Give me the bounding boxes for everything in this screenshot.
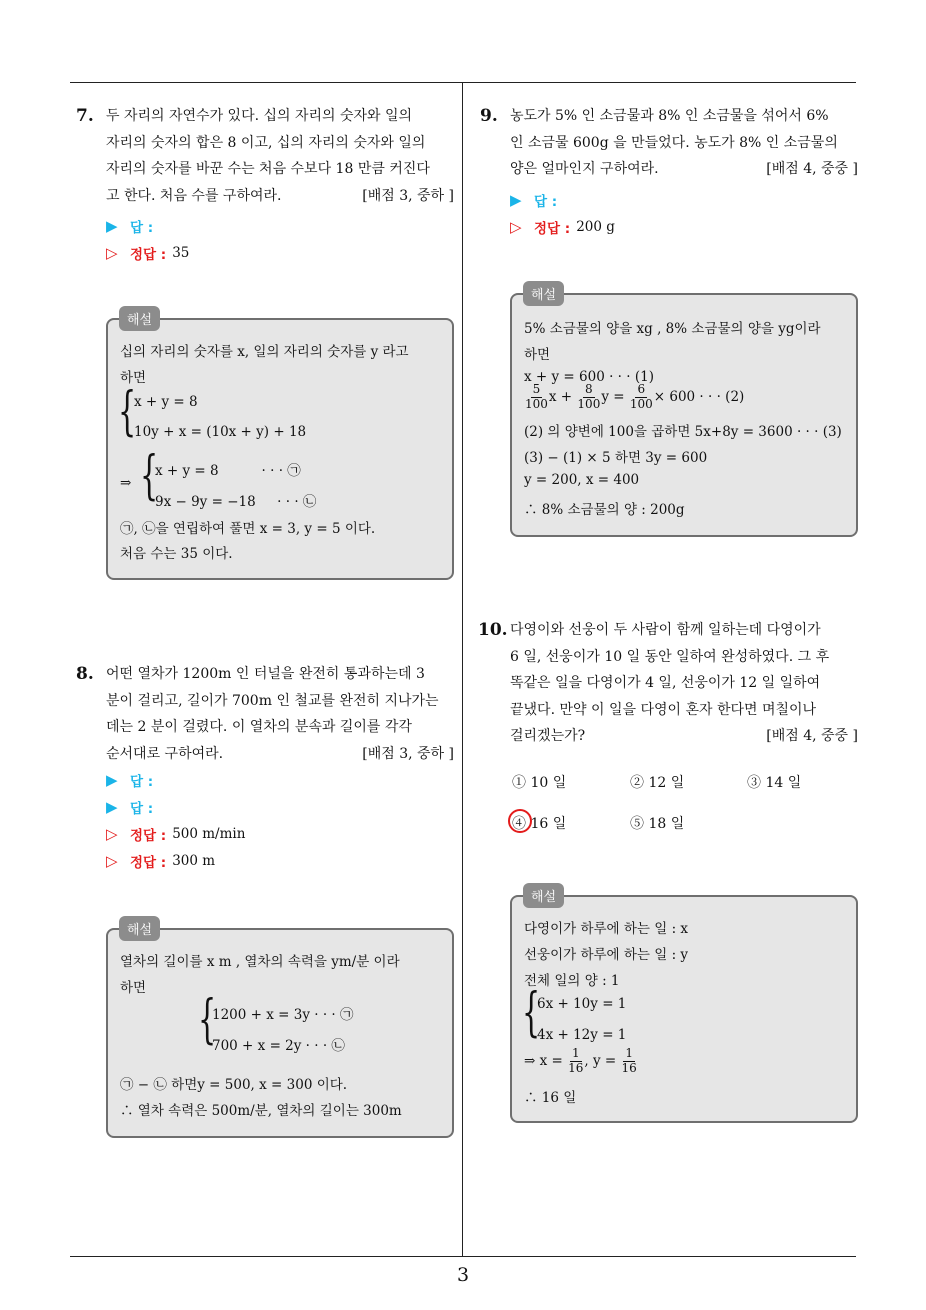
- key-marker-icon: ▷: [106, 824, 118, 843]
- bottom-rule: [70, 1256, 856, 1257]
- score-tag: [배점 4, 중중 ]: [766, 728, 858, 744]
- choice-2[interactable]: ② 12 일: [630, 775, 685, 791]
- key-label: 정답 :: [130, 827, 167, 844]
- system-brace: {: [140, 446, 159, 506]
- key-marker-icon: ▷: [510, 217, 522, 236]
- explanation-box: 십의 자리의 숫자를 x, 일의 자리의 숫자를 y 라고 하면 { x + y = 8 10y + x = (10x + y) + 18 ⇒ { x + y = 8 · · · ㉠ 9x − 9y = −18 · · · ㉡ ㉠, ㉡을 연립하여 풀면 x = 3, y = 5 이다. 처음 수는 35 이다.: [106, 318, 454, 580]
- page-number: 3: [456, 1264, 470, 1286]
- answer-marker-icon: ▶: [106, 770, 118, 789]
- score-tag: [배점 3, 중하 ]: [362, 745, 454, 762]
- explanation-tag: 해설: [523, 883, 564, 908]
- score-tag: [배점 3, 중하 ]: [362, 187, 454, 204]
- explanation-box: 5% 소금물의 양을 xg , 8% 소금물의 양을 yg이라 하면 x + y = 600 · · · (1) $\frac{5}{100}$ x + $\frac{8}{100}$ y = $\frac{6}{100}$ × 600 · · · (2) (2) 의 양변에 100을 곱하면 5x+8y = 3600 · · · (3) (3) − (1) × 5 하면 3y = 600 y = 200, x = 400 ∴ 8% 소금물의 양 : 200g: [510, 293, 858, 537]
- selected-choice-circle-icon: [508, 809, 532, 833]
- key-label: 정답 :: [534, 220, 571, 237]
- choice-4[interactable]: ④ 16 일: [512, 816, 567, 832]
- problem-text: 어떤 열차가 1200m 인 터널을 완전히 통과하는데 3 분이 걸리고, 길이가 700m 인 철교를 완전히 지나가는 데는 2 분이 걸렸다. 이 열차의 분속과 길이를 각각 순서대로 구하여라. [배점 3, 중하 ]: [106, 661, 454, 767]
- answer-area: [106, 212, 189, 266]
- explanation-box: 다영이가 하루에 하는 일 : x 선웅이가 하루에 하는 일 : y 전체 일의 양 : 1 { 6x + 10y = 1 4x + 12y = 1 ⇒ x = $\frac{1}{16}$ , y = $\frac{1}{16}$ ∴ 16 일: [510, 895, 858, 1123]
- system-brace: {: [522, 983, 541, 1043]
- problem-number: 7.: [76, 106, 94, 126]
- top-rule: [70, 82, 856, 83]
- answer-label: 답 :: [130, 800, 154, 817]
- explanation-tag: 해설: [523, 281, 564, 306]
- answer-marker-icon: ▶: [106, 797, 118, 816]
- problem-number: 9.: [480, 106, 498, 126]
- answer-label: 답 :: [534, 193, 558, 210]
- key-marker-icon: ▷: [106, 243, 118, 262]
- solution-line: ⇒ x = $\frac{1}{16}$ , y = $\frac{1}{16}$: [524, 1046, 637, 1075]
- choice-1[interactable]: ① 10 일: [512, 775, 567, 791]
- choice-3[interactable]: ③ 14 일: [747, 775, 802, 791]
- answer-marker-icon: ▶: [510, 190, 522, 209]
- key-label: 정답 :: [130, 246, 167, 263]
- key-marker-icon: ▷: [106, 851, 118, 870]
- key-value: 35: [172, 244, 190, 261]
- score-tag: [배점 4, 중중 ]: [766, 161, 858, 177]
- answer-label: 답 :: [130, 219, 154, 236]
- system-brace: {: [198, 990, 217, 1050]
- answer-area: [510, 186, 615, 240]
- choice-5[interactable]: ⑤ 18 일: [630, 816, 685, 832]
- problem-number: 10.: [478, 620, 508, 640]
- key-value: 500 m/min: [172, 825, 246, 842]
- key-value: 300 m: [172, 852, 216, 869]
- explanation-box: 열차의 길이를 x m , 열차의 속력을 ym/분 이라 하면 { 1200 + x = 3y · · · ㉠ 700 + x = 2y · · · ㉡ ㉠ − ㉡ 하면y = 500, x = 300 이다. ∴ 열차 속력은 500m/분, 열차의 길이는 300m: [106, 928, 454, 1138]
- problem-text: 농도가 5% 인 소금물과 8% 인 소금물을 섞어서 6% 인 소금물 600g 을 만들었다. 농도가 8% 인 소금물의 양은 얼마인지 구하여라. [배점 4, 중중 ]: [510, 103, 858, 183]
- problem-text: 다영이와 선웅이 두 사람이 함께 일하는데 다영이가 6 일, 선웅이가 10 일 동안 일하여 완성하였다. 그 후 똑같은 일을 다영이가 4 일, 선웅이가 12 일 일하여 끝냈다. 만약 이 일을 다영이 혼자 한다면 며칠이나 걸리겠는가? [배점 4, 중중 ]: [510, 617, 858, 750]
- key-label: 정답 :: [130, 854, 167, 871]
- answer-label: 답 :: [130, 773, 154, 790]
- explanation-tag: 해설: [119, 306, 160, 331]
- system-brace: {: [118, 382, 137, 442]
- equation-line: $\frac{5}{100}$ x + $\frac{8}{100}$ y = $\frac{6}{100}$ × 600 · · · (2): [525, 382, 745, 411]
- key-value: 200 g: [576, 218, 615, 235]
- answer-area: [106, 766, 245, 874]
- problem-number: 8.: [76, 664, 94, 684]
- column-divider: [462, 82, 463, 1256]
- explanation-tag: 해설: [119, 916, 160, 941]
- answer-marker-icon: ▶: [106, 216, 118, 235]
- problem-text: 두 자리의 자연수가 있다. 십의 자리의 숫자와 일의 자리의 숫자의 합은 8 이고, 십의 자리의 숫자와 일의 자리의 숫자를 바꾼 수는 처음 수보다 18 만큼 커진다 고 한다. 처음 수를 구하여라. [배점 3, 중하 ]: [106, 103, 454, 209]
